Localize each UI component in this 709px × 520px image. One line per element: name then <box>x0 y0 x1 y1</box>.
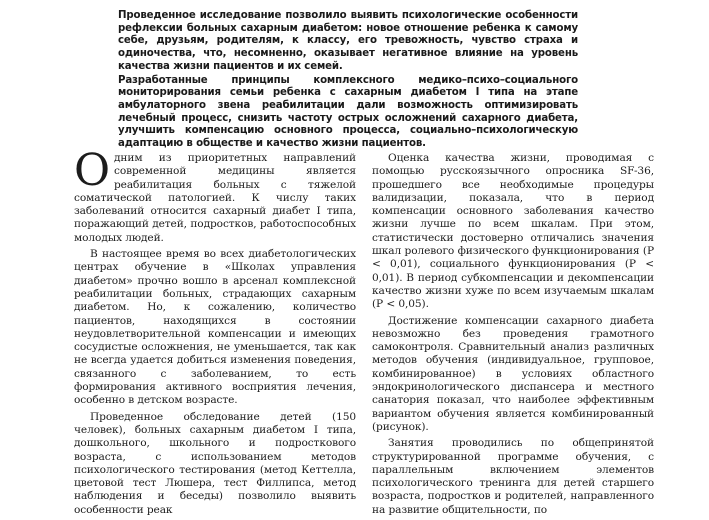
left-column <box>74 145 356 520</box>
right-paragraph-2: Достижение компенсации сахарного диабета невозможно без проведения грамотного самоконтроля. Сравнительный анализ различных методов обучения (индивидуальное, групповое, комбинированное) в условиях областного эндокринологического диспансера и местного санатория показал, что наиболее эффективным вариантом обучения является комбинированный (рисунок). <box>372 314 654 433</box>
left-paragraph-3: Проведенное обследование детей (150 человек), больных сахарным диабетом I типа, дошкольного, школьного и подросткового возраста, с использованием методов психологического тестирования (метод Кеттелла, цветовой тест Люшера, тест Филлипса, метод наблюдения и беседы) позволило выявить особенности реак <box>74 410 356 516</box>
left-paragraph-2: В настоящее время во всех диабетологических центрах обучение в «Школах управления диабетом» прочно вошло в арсенал комплексной реабилитации больных, страдающих сахарным диабетом. Но, к сожалению, количество пациентов, находящихся в состоянии неудовлетворительной компенсации и имеющих сосудистые осложнения, не уменьшается, так как не всегда удается добиться изменения поведения, связанного с заболеванием, то есть формирования активного восприятия лечения, особенно в детском возрасте. <box>74 248 356 407</box>
left-paragraph-1-text: дним из приоритетных направлений современной медицины является реабилитация больных с тяжелой соматической патологией. К числу таких заболеваний относится сахарный диабет I типа, поражающий детей, подростков, работоспособных молодых людей. <box>74 152 356 244</box>
abstract-paragraph-1: Проведенное исследование позволило выявить психологические особенности рефлексии больных сахарным диабетом: новое отношение ребенка к самому себе, друзьям, родителям, к классу, его тревожность, чувство страха и одиночества, что, несомненно, оказывает негативное влияние на уровень качества жизни пациентов и их семей. <box>118 10 578 72</box>
abstract-paragraph-2: Разработанные принципы комплексного медико–психо–социального мониторирования семьи ребенка с сахарным диабетом I типа на этапе амбулаторного звена реабилитации дали возможность оптимизировать лечебный процесс, снизить частоту острых осложнений сахарного диабета, улучшить компенсацию основного процесса, социально–психологическую адаптацию в обществе и качество жизни пациентов. <box>118 74 578 150</box>
right-column <box>372 152 654 520</box>
abstract <box>118 10 578 152</box>
drop-cap: О <box>74 145 110 196</box>
right-paragraph-3: Занятия проводились по общепринятой структурированной программе обучения, с параллельным включением элементов психологического тренинга для детей старшего возраста, подростков и родителей, направленного на развитие общительности, по <box>372 437 654 516</box>
left-paragraph-1 <box>74 145 356 245</box>
right-paragraph-1: Оценка качества жизни, проводимая с помощью русскоязычного опросника SF-36, прошедшего все необходимые процедуры валидизации, показала, что в период компенсации основного заболевания качество жизни лучше по всем шкалам. При этом, статистически достоверно отличались значения шкал ролевого физического функционирования (Р < 0,01), социального функционирования (Р < 0,01). В период субкомпенсации и декомпенсации качество жизни хуже по всем изучаемым шкалам (Р < 0,05). <box>372 152 654 311</box>
